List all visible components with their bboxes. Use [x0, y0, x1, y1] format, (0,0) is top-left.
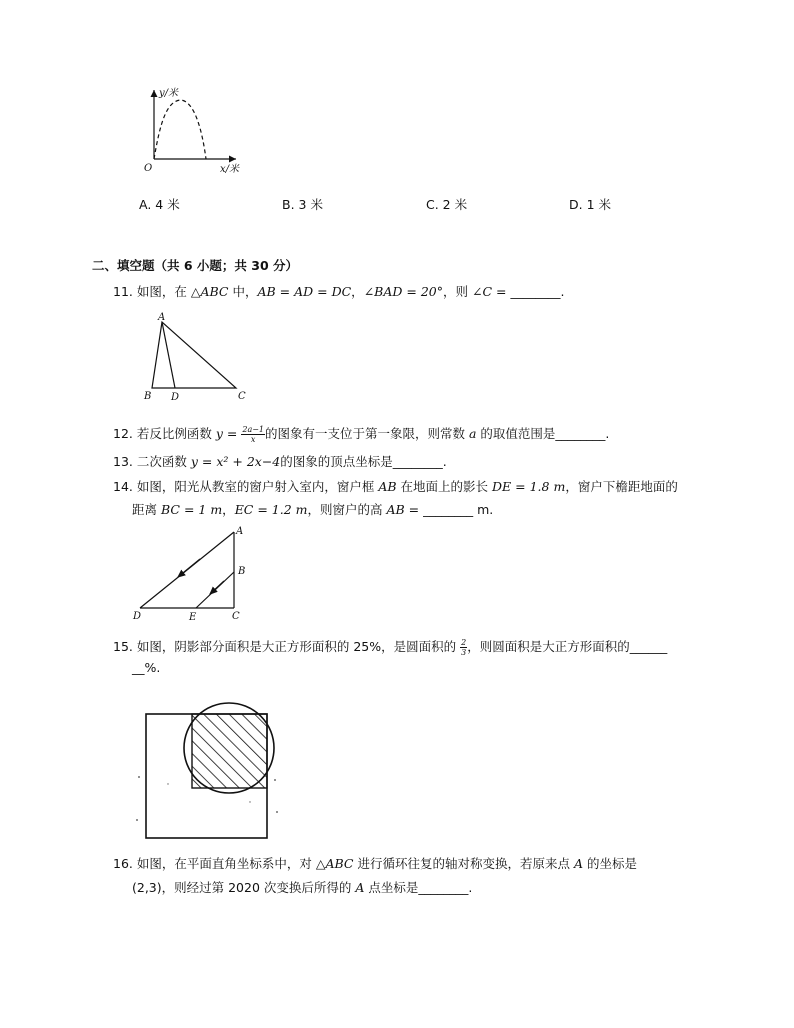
q11-number: 11. — [113, 284, 133, 299]
x-axis-label: x/米 — [220, 164, 240, 175]
q15-text: 如图，阴影部分面积是大正方形面积的 25%，是圆面积的 — [136, 639, 461, 654]
parabola-graph — [140, 84, 250, 179]
label-a: A — [236, 526, 244, 537]
q12-frac-den: x — [250, 435, 256, 444]
q12-number: 12. — [113, 426, 133, 441]
question-15-line2: __%. — [132, 660, 161, 675]
q14-text-c: ，窗户下檐距地面的 — [565, 479, 678, 494]
label-b: B — [238, 566, 246, 577]
ray-ad-arrow — [178, 559, 200, 577]
q16-triangle: △ABC — [315, 856, 354, 871]
label-c: C — [232, 611, 240, 622]
q11-math3: ∠C = — [471, 284, 507, 299]
q16-line2-point: A — [355, 880, 365, 895]
q13-number: 13. — [113, 454, 133, 469]
q16-line2-a: (2,3)，则经过第 2020 次变换后所得的 — [132, 880, 356, 895]
q11-math: AB = AD = DC — [257, 284, 352, 299]
ray-be-arrow — [210, 581, 224, 594]
q15-number: 15. — [113, 639, 133, 654]
shaded-region — [192, 714, 267, 788]
q12-blank[interactable]: 的取值范围是________. — [476, 426, 610, 441]
q12-math-y: y = — [215, 426, 238, 441]
q14-blank[interactable]: ________ m. — [419, 502, 494, 517]
q11-text-e: ，则 — [442, 284, 472, 299]
q12-frac-num: 2a−1 — [242, 425, 265, 434]
option-c[interactable]: C. 2 米 — [426, 197, 468, 212]
label-d: D — [133, 611, 142, 622]
q13-blank[interactable]: 的图象的顶点坐标是________. — [280, 454, 447, 469]
q16-point: A — [573, 856, 583, 871]
q11-triangle-figure — [140, 312, 250, 407]
q14-text-b: 在地面上的影长 — [396, 479, 493, 494]
speck — [138, 776, 140, 778]
speck — [274, 779, 276, 781]
label-e: E — [189, 612, 197, 623]
q14-window-figure — [130, 522, 260, 627]
q12-fraction — [241, 425, 265, 444]
label-d: D — [171, 392, 180, 403]
q14-ab2: AB = — [386, 502, 420, 517]
q14-line2-b: ， — [222, 502, 235, 517]
q16-blank[interactable]: 点坐标是________. — [364, 880, 473, 895]
option-a[interactable]: A. 4 米 — [139, 197, 180, 212]
q12-math-a: a — [469, 426, 477, 441]
q15-square-circle-figure — [130, 692, 295, 847]
speck — [136, 819, 138, 821]
section-title: 二、填空题（共 6 小题；共 30 分） — [92, 258, 299, 273]
q16-text: 如图，在平面直角坐标系中，对 — [136, 856, 316, 871]
q11-math2: ∠BAD = 20° — [363, 284, 443, 299]
q14-number: 14. — [113, 479, 133, 494]
question-14-line2 — [132, 500, 493, 518]
question-15-line1 — [113, 637, 667, 657]
question-16-line2 — [132, 878, 472, 896]
q14-text: 如图，阳光从教室的窗户射入室内，窗户框 — [136, 479, 379, 494]
q11-blank[interactable]: ________. — [506, 284, 565, 299]
q11-text-d: ， — [351, 284, 364, 299]
q15-frac-num: 2 — [461, 638, 467, 647]
q14-bc: BC = 1 m — [160, 502, 223, 517]
q14-line2-c: ，则窗户的高 — [307, 502, 387, 517]
q14-ec: EC = 1.2 m — [234, 502, 308, 517]
q15-blank[interactable]: ，则圆面积是大正方形面积的______ — [467, 639, 668, 654]
option-d[interactable]: D. 1 米 — [569, 197, 611, 212]
q14-line2-a: 距离 — [132, 502, 161, 517]
question-16-line1 — [113, 854, 637, 872]
label-c: C — [238, 391, 246, 402]
q12-text: 若反比例函数 — [136, 426, 216, 441]
speck — [249, 801, 250, 802]
q16-text-b: 进行循环往复的轴对称变换，若原来点 — [353, 856, 574, 871]
question-11 — [113, 282, 564, 300]
option-b[interactable]: B. 3 米 — [282, 197, 323, 212]
question-14-line1 — [113, 477, 678, 495]
y-axis-label: y/米 — [159, 88, 179, 99]
question-13 — [113, 452, 447, 470]
q12-text-b: 的图象有一支位于第一象限，则常数 — [265, 426, 469, 441]
label-b: B — [144, 391, 152, 402]
q11-text: 如图，在 — [136, 284, 191, 299]
q13-text: 二次函数 — [136, 454, 191, 469]
q15-frac-den: 3 — [461, 648, 467, 657]
label-a: A — [158, 312, 166, 323]
speck — [167, 783, 168, 784]
q11-text-c: 中， — [228, 284, 258, 299]
parabola-curve — [154, 100, 206, 159]
q14-ab: AB — [378, 479, 397, 494]
speck — [276, 811, 278, 813]
triangle-abc — [152, 322, 236, 388]
q16-text-c: 的坐标是 — [582, 856, 637, 871]
question-12 — [113, 424, 609, 444]
q13-math: y = x² + 2x−4 — [190, 454, 281, 469]
q11-triangle: △ABC — [190, 284, 229, 299]
origin-label: O — [144, 163, 153, 174]
q16-number: 16. — [113, 856, 133, 871]
q14-de: DE = 1.8 m — [492, 479, 566, 494]
